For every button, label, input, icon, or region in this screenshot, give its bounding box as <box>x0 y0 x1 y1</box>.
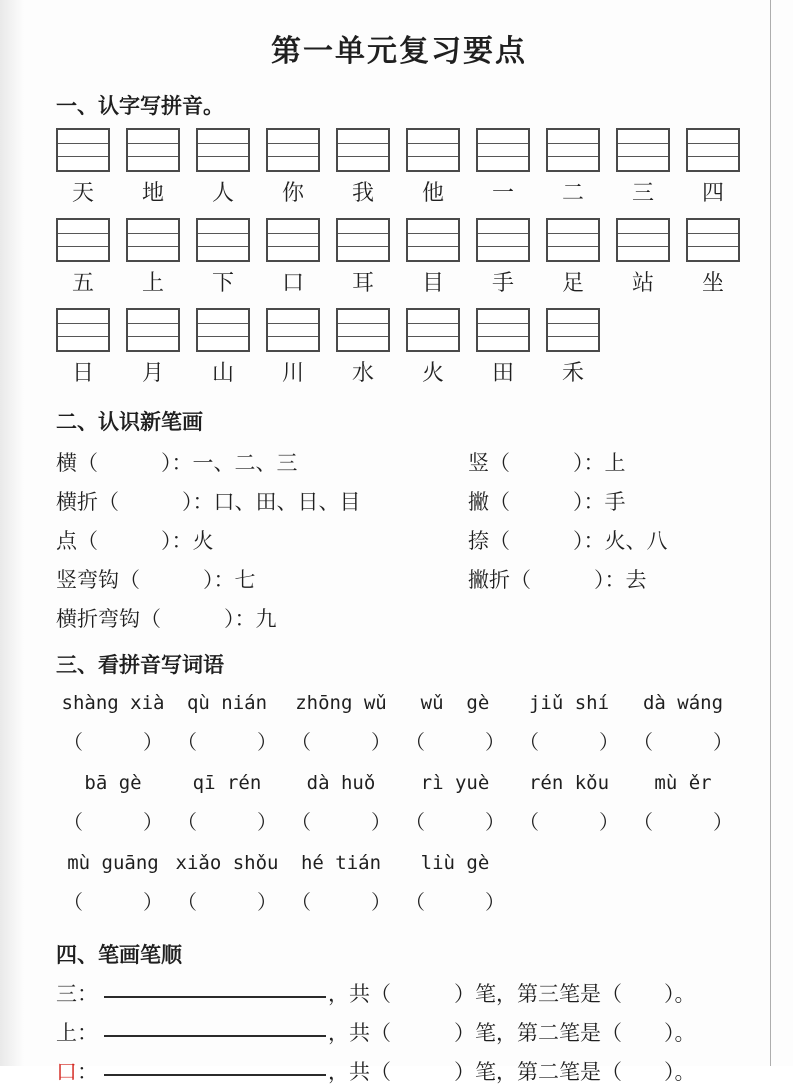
pinyin-writing-box <box>616 218 670 262</box>
answer-parens: （ ） <box>291 892 391 914</box>
word-cell <box>56 683 170 763</box>
character-label: 田 <box>491 360 514 385</box>
pinyin-box-band <box>478 234 528 248</box>
character-row <box>56 178 742 208</box>
pinyin-box-band <box>548 234 598 248</box>
answer-parens: （ ） <box>63 812 163 834</box>
pinyin-writing-box <box>266 308 320 352</box>
word-cell <box>56 763 170 843</box>
character-label: 他 <box>421 180 444 205</box>
character-label: 下 <box>211 270 234 295</box>
answer-parens: （ ） <box>519 812 619 834</box>
pinyin-box-band <box>338 310 388 324</box>
answer-line <box>104 992 326 998</box>
pinyin-writing-box <box>546 128 600 172</box>
pinyin-writing-box <box>476 218 530 262</box>
pinyin-box-band <box>128 220 178 234</box>
character-label: 月 <box>141 360 164 385</box>
answer-parens: （ ） <box>405 812 505 834</box>
section-new-strokes <box>56 406 742 639</box>
word-cell <box>170 763 284 843</box>
character-label: 川 <box>281 360 304 385</box>
pinyin-box-band <box>688 130 738 144</box>
answer-line <box>104 1031 326 1037</box>
word-cell <box>398 763 512 843</box>
answer-parens: （ ） <box>177 892 277 914</box>
pinyin-box-band <box>198 310 248 324</box>
character-label: 人 <box>211 180 234 205</box>
pinyin-writing-box <box>266 128 320 172</box>
pinyin-writing-box <box>336 128 390 172</box>
answer-parens: （ ） <box>519 732 619 754</box>
answer-parens: （ ） <box>63 732 163 754</box>
pinyin-box-band <box>58 337 108 350</box>
pinyin-box-band <box>198 234 248 248</box>
pinyin-box-band <box>268 130 318 144</box>
section1-heading: 一、认字写拼音。 <box>56 95 224 118</box>
stroke-item-left: 横（ ）：一、二、三 <box>56 451 298 475</box>
character-label: 禾 <box>561 360 584 385</box>
pinyin-writing-box <box>476 308 530 352</box>
pinyin-box-band <box>58 324 108 338</box>
word-cell <box>284 763 398 843</box>
pinyin-box-band <box>338 247 388 260</box>
word-row <box>56 683 742 763</box>
pinyin-box-band <box>338 234 388 248</box>
character-label: 你 <box>281 180 304 205</box>
pinyin-box-row <box>56 308 742 352</box>
character-row <box>56 268 742 298</box>
pinyin-writing-box <box>616 128 670 172</box>
stroke-item-left: 横折（ ）：口、田、日、目 <box>56 490 361 514</box>
stroke-item-right: 撇（ ）：手 <box>468 490 626 514</box>
stroke-list <box>56 444 742 639</box>
pinyin-box-band <box>128 130 178 144</box>
section4-heading: 四、笔画笔顺 <box>56 944 182 967</box>
pinyin-box-band <box>618 157 668 170</box>
pinyin-box-band <box>268 220 318 234</box>
row-tail: ，共（ ）笔，第二笔是（ ）。 <box>328 1021 696 1045</box>
character-label: 地 <box>141 180 164 205</box>
stroke-row <box>56 522 742 561</box>
character-prompt: 上 <box>56 1021 77 1045</box>
pinyin-label: qī rén <box>192 772 262 794</box>
pinyin-box-band <box>198 130 248 144</box>
answer-parens: （ ） <box>177 812 277 834</box>
pinyin-box-band <box>58 157 108 170</box>
stroke-item-right <box>468 600 742 639</box>
character-row <box>56 358 742 388</box>
answer-parens: （ ） <box>291 732 391 754</box>
pinyin-label: liù gè <box>420 852 490 874</box>
pinyin-box-band <box>58 220 108 234</box>
prompt-colon: ： <box>77 1021 98 1045</box>
pinyin-writing-box <box>406 218 460 262</box>
section-stroke-order <box>56 939 742 1092</box>
stroke-order-row <box>56 1053 742 1092</box>
pinyin-label: hé tián <box>300 852 382 874</box>
word-cell <box>56 843 170 923</box>
stroke-item-left: 横折弯钩（ ）：九 <box>56 607 277 631</box>
pinyin-writing-box <box>406 128 460 172</box>
pinyin-box-band <box>618 130 668 144</box>
word-cell <box>626 683 740 763</box>
pinyin-box-row <box>56 218 742 262</box>
pinyin-box-band <box>198 157 248 170</box>
pinyin-label: rì yuè <box>420 772 490 794</box>
pinyin-label: xiǎo shǒu <box>175 852 279 874</box>
pinyin-label: shàng xià <box>61 692 165 714</box>
pinyin-box-band <box>478 324 528 338</box>
pinyin-box-band <box>58 144 108 158</box>
character-label: 天 <box>71 180 94 205</box>
answer-parens: （ ） <box>405 732 505 754</box>
page-left-shadow <box>0 0 24 1066</box>
pinyin-box-band <box>408 337 458 350</box>
word-cell <box>512 683 626 763</box>
pinyin-grid <box>56 128 742 388</box>
word-cell <box>398 843 512 923</box>
pinyin-box-band <box>338 337 388 350</box>
pinyin-box-band <box>478 130 528 144</box>
word-cell <box>170 843 284 923</box>
prompt-colon: ： <box>77 982 98 1006</box>
pinyin-box-band <box>408 220 458 234</box>
pinyin-writing-box <box>56 308 110 352</box>
pinyin-box-band <box>198 324 248 338</box>
word-cell <box>512 763 626 843</box>
answer-parens: （ ） <box>63 892 163 914</box>
pinyin-box-band <box>618 220 668 234</box>
word-row <box>56 763 742 843</box>
word-cell <box>398 683 512 763</box>
character-label: 目 <box>421 270 444 295</box>
pinyin-box-band <box>548 157 598 170</box>
stroke-row <box>56 561 742 600</box>
word-cell <box>284 843 398 923</box>
pinyin-box-band <box>548 247 598 260</box>
section-recognize-pinyin <box>56 90 742 388</box>
pinyin-box-band <box>58 310 108 324</box>
character-prompt: 口 <box>56 1060 77 1084</box>
pinyin-box-band <box>268 324 318 338</box>
stroke-order-row <box>56 975 742 1014</box>
word-cell <box>284 683 398 763</box>
answer-parens: （ ） <box>291 812 391 834</box>
section-pinyin-words <box>56 649 742 923</box>
character-label: 我 <box>351 180 374 205</box>
pinyin-box-band <box>618 247 668 260</box>
pinyin-label: jiǔ shí <box>528 692 610 714</box>
pinyin-writing-box <box>126 218 180 262</box>
pinyin-box-band <box>338 157 388 170</box>
page-title: 第一单元复习要点 <box>271 35 527 68</box>
pinyin-writing-box <box>126 308 180 352</box>
pinyin-box-band <box>478 310 528 324</box>
pinyin-box-band <box>408 144 458 158</box>
pinyin-label: zhōng wǔ <box>295 692 387 714</box>
pinyin-box-band <box>408 157 458 170</box>
pinyin-box-band <box>688 220 738 234</box>
character-label: 三 <box>631 180 654 205</box>
pinyin-box-band <box>408 310 458 324</box>
pinyin-writing-box <box>56 218 110 262</box>
pinyin-writing-box <box>546 218 600 262</box>
pinyin-writing-box <box>336 308 390 352</box>
answer-parens: （ ） <box>633 812 733 834</box>
pinyin-writing-box <box>56 128 110 172</box>
word-cell <box>170 683 284 763</box>
answer-parens: （ ） <box>177 732 277 754</box>
pinyin-writing-box <box>126 128 180 172</box>
character-prompt: 三 <box>56 982 77 1006</box>
character-label: 一 <box>491 180 514 205</box>
character-label: 水 <box>351 360 374 385</box>
pinyin-label: mù ěr <box>654 772 712 794</box>
answer-parens: （ ） <box>405 892 505 914</box>
pinyin-box-band <box>688 157 738 170</box>
character-label: 火 <box>421 360 444 385</box>
pinyin-words <box>56 683 742 923</box>
pinyin-box-band <box>688 144 738 158</box>
pinyin-writing-box <box>686 128 740 172</box>
pinyin-box-row <box>56 128 742 172</box>
character-label: 上 <box>141 270 164 295</box>
section2-heading: 二、认识新笔画 <box>56 411 203 434</box>
character-label: 耳 <box>351 270 374 295</box>
pinyin-box-band <box>198 144 248 158</box>
pinyin-writing-box <box>196 218 250 262</box>
character-label: 足 <box>561 270 584 295</box>
pinyin-label: qù nián <box>186 692 268 714</box>
word-row <box>56 843 742 923</box>
pinyin-box-band <box>548 324 598 338</box>
pinyin-label: bā gè <box>84 772 142 794</box>
pinyin-label: wǔ gè <box>420 692 490 714</box>
pinyin-label: dà huǒ <box>306 772 376 794</box>
stroke-item-right: 撇折（ ）：去 <box>468 568 647 592</box>
pinyin-box-band <box>128 144 178 158</box>
pinyin-box-band <box>338 144 388 158</box>
pinyin-box-band <box>548 220 598 234</box>
pinyin-box-band <box>408 234 458 248</box>
stroke-row <box>56 444 742 483</box>
pinyin-label: mù guāng <box>67 852 159 874</box>
pinyin-box-band <box>58 234 108 248</box>
pinyin-box-band <box>548 337 598 350</box>
pinyin-box-band <box>618 144 668 158</box>
pinyin-box-band <box>128 234 178 248</box>
stroke-item-right: 捺（ ）：火、八 <box>468 529 668 553</box>
pinyin-box-band <box>478 220 528 234</box>
pinyin-box-band <box>268 157 318 170</box>
answer-parens: （ ） <box>633 732 733 754</box>
word-cell <box>626 763 740 843</box>
pinyin-box-band <box>128 337 178 350</box>
pinyin-box-band <box>478 157 528 170</box>
section3-heading: 三、看拼音写词语 <box>56 654 224 677</box>
row-tail: ，共（ ）笔，第三笔是（ ）。 <box>328 982 696 1006</box>
answer-line <box>104 1070 326 1076</box>
pinyin-label: dà wáng <box>642 692 724 714</box>
character-label: 口 <box>281 270 304 295</box>
pinyin-box-band <box>688 247 738 260</box>
character-label: 五 <box>71 270 94 295</box>
pinyin-box-band <box>128 324 178 338</box>
pinyin-box-band <box>338 220 388 234</box>
pinyin-box-band <box>548 130 598 144</box>
pinyin-box-band <box>58 247 108 260</box>
pinyin-writing-box <box>196 308 250 352</box>
pinyin-writing-box <box>336 218 390 262</box>
pinyin-box-band <box>268 144 318 158</box>
pinyin-writing-box <box>406 308 460 352</box>
pinyin-box-band <box>128 157 178 170</box>
stroke-row <box>56 600 742 639</box>
page-right-edge <box>770 0 771 1066</box>
character-label: 四 <box>701 180 724 205</box>
pinyin-box-band <box>268 247 318 260</box>
pinyin-box-band <box>268 337 318 350</box>
character-label: 站 <box>631 270 654 295</box>
character-label: 日 <box>71 360 94 385</box>
stroke-item-left: 竖弯钩（ ）：七 <box>56 568 256 592</box>
pinyin-box-band <box>618 234 668 248</box>
stroke-item-right: 竖（ ）：上 <box>468 451 626 475</box>
pinyin-box-band <box>268 310 318 324</box>
character-label: 坐 <box>701 270 724 295</box>
stroke-item-left: 点（ ）：火 <box>56 529 214 553</box>
pinyin-box-band <box>408 247 458 260</box>
pinyin-box-band <box>548 310 598 324</box>
stroke-order-list <box>56 975 742 1092</box>
pinyin-box-band <box>58 130 108 144</box>
pinyin-writing-box <box>196 128 250 172</box>
character-label: 山 <box>211 360 234 385</box>
character-label: 手 <box>491 270 514 295</box>
pinyin-writing-box <box>476 128 530 172</box>
pinyin-writing-box <box>686 218 740 262</box>
pinyin-box-band <box>268 234 318 248</box>
stroke-row <box>56 483 742 522</box>
pinyin-box-band <box>128 247 178 260</box>
pinyin-box-band <box>128 310 178 324</box>
pinyin-box-band <box>338 324 388 338</box>
pinyin-writing-box <box>266 218 320 262</box>
pinyin-box-band <box>198 247 248 260</box>
pinyin-box-band <box>478 337 528 350</box>
pinyin-box-band <box>408 130 458 144</box>
pinyin-box-band <box>548 144 598 158</box>
pinyin-box-band <box>338 130 388 144</box>
stroke-order-row <box>56 1014 742 1053</box>
character-label: 二 <box>561 180 584 205</box>
prompt-colon: ： <box>77 1060 98 1084</box>
worksheet-content <box>56 0 742 1092</box>
pinyin-writing-box <box>546 308 600 352</box>
pinyin-box-band <box>198 337 248 350</box>
pinyin-box-band <box>688 234 738 248</box>
pinyin-box-band <box>478 247 528 260</box>
row-tail: ，共（ ）笔，第二笔是（ ）。 <box>328 1060 696 1084</box>
pinyin-box-band <box>198 220 248 234</box>
pinyin-label: rén kǒu <box>528 772 610 794</box>
pinyin-box-band <box>408 324 458 338</box>
pinyin-box-band <box>478 144 528 158</box>
